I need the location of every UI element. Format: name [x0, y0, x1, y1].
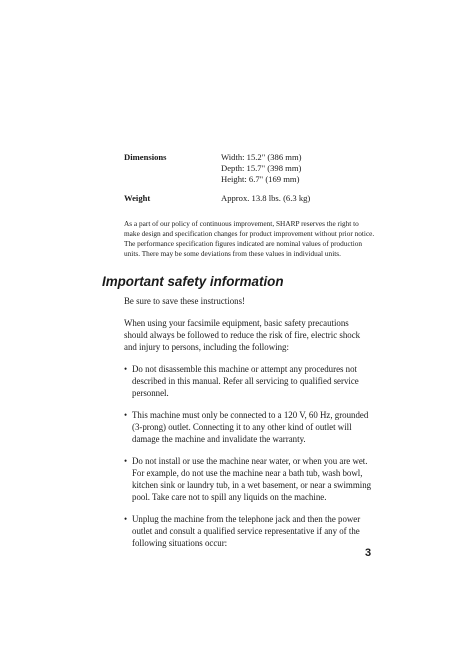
list-item-line: pool. Take care not to spill any liquids on the machine.	[132, 492, 327, 502]
list-item-text	[132, 409, 368, 445]
dimensions-label: Dimensions	[124, 152, 167, 162]
safety-bullet-list	[124, 363, 374, 549]
list-item-line: outlet and consult a qualified service representative if any of the	[132, 526, 360, 536]
policy-note-line: make design and specification changes for product improvement without prior notice.	[124, 229, 375, 238]
weight-label: Weight	[124, 193, 151, 203]
policy-note-line: As a part of our policy of continuous improvement, SHARP reserves the right to	[124, 219, 359, 228]
page-number: 3	[365, 547, 372, 559]
intro-paragraph-line: should always be followed to reduce the risk of fire, electric shock	[124, 330, 361, 340]
list-item-line: kitchen sink or laundry tub, in a wet basement, or near a swimming	[132, 480, 372, 490]
list-item	[124, 455, 374, 503]
list-item-line: This machine must only be connected to a 120 V, 60 Hz, grounded	[132, 410, 369, 420]
intro-paragraph-line: and injury to persons, including the following:	[124, 342, 289, 352]
save-instructions-note	[124, 295, 374, 307]
list-item	[124, 513, 374, 549]
policy-note	[124, 219, 374, 259]
policy-note-line: units. There may be some deviations from these values in individual units.	[124, 249, 341, 258]
section-heading: Important safety information	[102, 274, 284, 289]
bullet-mark: •	[124, 456, 128, 466]
list-item-text	[132, 455, 371, 503]
bullet-mark: •	[124, 410, 128, 420]
weight-value: Approx. 13.8 lbs. (6.3 kg)	[221, 193, 311, 203]
weight-row	[124, 193, 384, 204]
depth-value: Depth: 15.7" (398 mm)	[221, 163, 302, 173]
dimensions-values	[221, 152, 302, 185]
list-item-line: Do not disassemble this machine or attempt any procedures not	[132, 364, 358, 374]
list-item-line: (3-prong) outlet. Connecting it to any other kind of outlet will	[132, 422, 352, 432]
list-item-text	[132, 363, 359, 399]
list-item	[124, 409, 374, 445]
list-item-line: described in this manual. Refer all servicing to qualified service	[132, 376, 359, 386]
specifications-table	[124, 152, 384, 204]
intro-paragraph-line: When using your facsimile equipment, basic safety precautions	[124, 318, 349, 328]
list-item-line: damage the machine and invalidate the warranty.	[132, 434, 306, 444]
bullet-mark: •	[124, 364, 128, 374]
intro-paragraph	[124, 317, 374, 353]
bullet-mark: •	[124, 514, 128, 524]
list-item-line: following situations occur:	[132, 538, 228, 548]
list-item-line: For example, do not use the machine near a bath tub, wash bowl,	[132, 468, 363, 478]
save-instructions-text: Be sure to save these instructions!	[124, 296, 246, 306]
list-item-line: personnel.	[132, 388, 169, 398]
list-item-line: Unplug the machine from the telephone jack and then the power	[132, 514, 361, 524]
list-item-line: Do not install or use the machine near water, or when you are wet.	[132, 456, 368, 466]
list-item-text	[132, 513, 360, 549]
width-value: Width: 15.2" (386 mm)	[221, 152, 302, 162]
list-item	[124, 363, 374, 399]
policy-note-line: The performance specification figures indicated are nominal values of production	[124, 239, 363, 248]
weight-values	[221, 193, 310, 204]
safety-body	[124, 295, 374, 559]
dimensions-row	[124, 152, 384, 185]
height-value: Height: 6.7" (169 mm)	[221, 174, 300, 184]
